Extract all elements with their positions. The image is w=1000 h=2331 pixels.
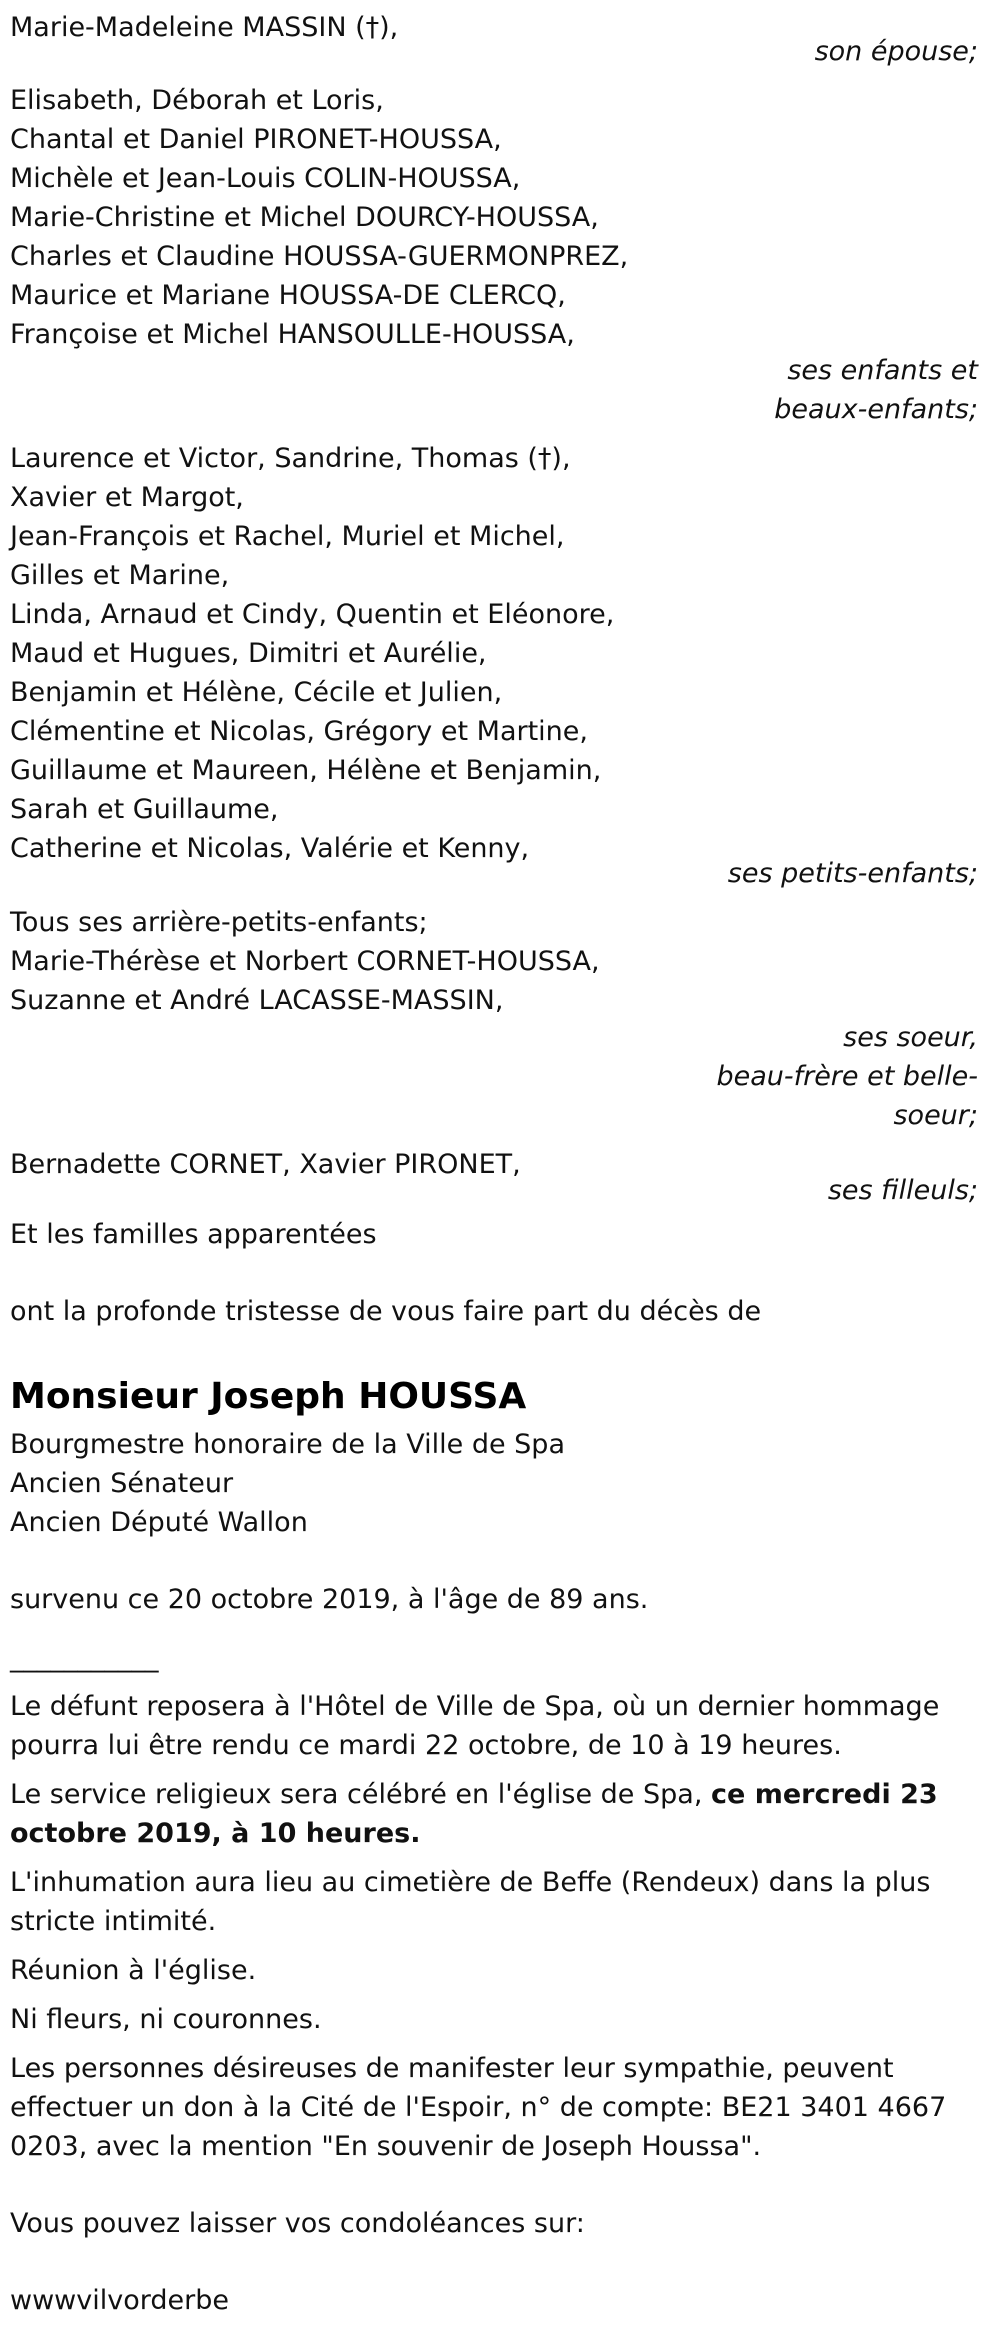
donation-line: effectuer un don à la Cité de l'Espoir, n° de compte: BE21 3401 4667 [10, 2092, 947, 2123]
spouse-role: son épouse; [814, 36, 978, 67]
children-list [10, 81, 990, 354]
grandchildren-line: Gilles et Marine, [10, 560, 230, 591]
grandchildren-line: Clémentine et Nicolas, Grégory et Martine, [10, 716, 588, 747]
children-line: Charles et Claudine HOUSSA-GUERMONPREZ, [10, 241, 629, 272]
service-paragraph [10, 1775, 990, 1853]
children-line: Marie-Christine et Michel DOURCY-HOUSSA, [10, 202, 599, 233]
flowers-line: Ni fleurs, ni couronnes. [10, 2004, 322, 2035]
service-text: Le service religieux sera célébré en l'église de Spa, [10, 1779, 711, 1810]
grandchildren-list [10, 439, 990, 868]
grandchildren-line: Catherine et Nicolas, Valérie et Kenny, [10, 833, 530, 864]
children-line: Elisabeth, Déborah et Loris, [10, 85, 384, 116]
children-line: Maurice et Mariane HOUSSA-DE CLERCQ, [10, 280, 566, 311]
donation-line: Les personnes désireuses de manifester leur sympathie, peuvent [10, 2053, 894, 2084]
donation-line: 0203, avec la mention "En souvenir de Joseph Houssa". [10, 2131, 762, 2162]
burial-paragraph [10, 1863, 990, 1941]
burial-line: L'inhumation aura lieu au cimetière de Beffe (Rendeux) dans la plus [10, 1867, 931, 1898]
grandchildren-line: Xavier et Margot, [10, 482, 244, 513]
service-line [10, 1775, 990, 1814]
donation-paragraph [10, 2049, 990, 2166]
godchildren-names: Bernadette CORNET, Xavier PIRONET, [10, 1149, 521, 1180]
children-role [10, 351, 990, 429]
grandchildren-line: Sarah et Guillaume, [10, 794, 279, 825]
deceased-name: Monsieur Joseph HOUSSA [10, 1376, 527, 1417]
deceased-titles [10, 1425, 990, 1542]
condolences-text: Vous pouvez laisser vos condoléances sur: [10, 2208, 585, 2239]
grandchildren-line: Linda, Arnaud et Cindy, Quentin et Eléonore, [10, 599, 615, 630]
service-time: octobre 2019, à 10 heures. [10, 1818, 421, 1849]
grandchildren-line: Benjamin et Hélène, Cécile et Julien, [10, 677, 503, 708]
siblings-role-line: ses soeur, [843, 1022, 978, 1053]
children-line: Chantal et Daniel PIRONET-HOUSSA, [10, 124, 502, 155]
repose-line: pourra lui être rendu ce mardi 22 octobre, de 10 à 19 heures. [10, 1730, 842, 1761]
separator: ___________ [10, 1642, 159, 1673]
siblings-line: Tous ses arrière-petits-enfants; [10, 907, 428, 938]
siblings-line: Marie-Thérèse et Norbert CORNET-HOUSSA, [10, 946, 600, 977]
deceased-title: Ancien Député Wallon [10, 1507, 308, 1538]
godchildren-role: ses filleuls; [827, 1175, 978, 1206]
repose-line: Le défunt reposera à l'Hôtel de Ville de Spa, où un dernier hommage [10, 1691, 940, 1722]
meeting-line: Réunion à l'église. [10, 1955, 257, 1986]
siblings-role-line: beau-frère et belle- [716, 1061, 978, 1092]
announcement-line: ont la profonde tristesse de vous faire part du décès de [10, 1296, 762, 1327]
children-role-line: beaux-enfants; [774, 394, 978, 425]
deceased-title: Ancien Sénateur [10, 1468, 234, 1499]
grandchildren-role: ses petits-enfants; [727, 858, 978, 889]
deceased-title: Bourgmestre honoraire de la Ville de Spa [10, 1429, 565, 1460]
service-date: ce mercredi 23 [711, 1779, 938, 1810]
siblings-line: Suzanne et André LACASSE-MASSIN, [10, 985, 504, 1016]
grandchildren-line: Laurence et Victor, Sandrine, Thomas (†), [10, 443, 571, 474]
grandchildren-line: Jean-François et Rachel, Muriel et Michel, [10, 521, 565, 552]
children-role-line: ses enfants et [787, 355, 978, 386]
death-date-line: survenu ce 20 octobre 2019, à l'âge de 89 ans. [10, 1584, 649, 1615]
siblings-role [10, 1018, 990, 1135]
grandchildren-line: Maud et Hugues, Dimitri et Aurélie, [10, 638, 487, 669]
condolences-site: wwwvilvorderbe [10, 2285, 229, 2316]
grandchildren-line: Guillaume et Maureen, Hélène et Benjamin, [10, 755, 602, 786]
children-line: Michèle et Jean-Louis COLIN-HOUSSA, [10, 163, 521, 194]
repose-paragraph [10, 1687, 990, 1765]
burial-line: stricte intimité. [10, 1906, 217, 1937]
siblings-role-line: soeur; [893, 1100, 978, 1131]
families-line: Et les familles apparentées [10, 1219, 377, 1250]
siblings-list [10, 903, 990, 1020]
spouse-name: Marie-Madeleine MASSIN (†), [10, 12, 399, 43]
children-line: Françoise et Michel HANSOULLE-HOUSSA, [10, 319, 575, 350]
